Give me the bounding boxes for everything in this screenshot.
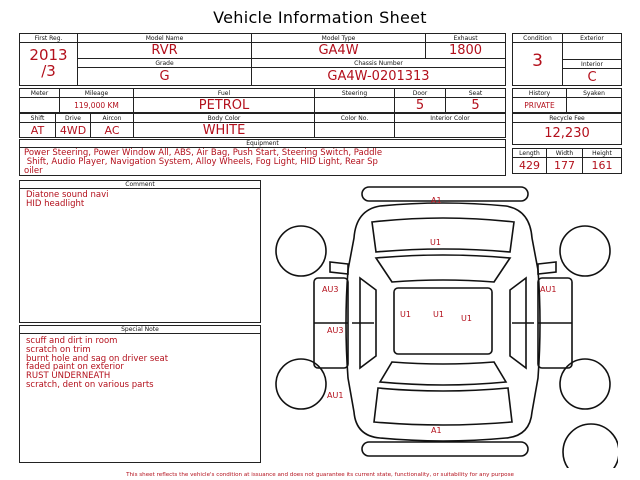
meter-cell xyxy=(19,88,60,113)
recycle-fee-value: 12,230 xyxy=(544,126,590,141)
mileage-label: Mileage xyxy=(60,89,133,98)
condition-cell xyxy=(512,33,563,86)
condition-label: Condition xyxy=(513,34,562,43)
fuel-value: PETROL xyxy=(198,98,250,112)
comment-line: Diatone sound navi xyxy=(26,190,109,200)
door-cell xyxy=(394,88,446,113)
door-value: 5 xyxy=(415,98,425,112)
fuel-cell xyxy=(133,88,315,113)
equipment-line: oiler xyxy=(24,165,43,176)
damage-mark: AU3 xyxy=(322,285,339,294)
exhaust-label: Exhaust xyxy=(426,34,505,43)
length-label: Length xyxy=(513,149,546,158)
shift-value: AT xyxy=(30,123,45,137)
width-label: Width xyxy=(547,149,582,158)
wheel-front-left xyxy=(276,226,326,276)
body-color-cell xyxy=(133,113,315,138)
seat-label: Seat xyxy=(446,89,505,98)
exterior-cell xyxy=(562,33,622,60)
car-damage-diagram xyxy=(268,178,618,468)
special-note-line: scuff and dirt in room xyxy=(26,336,118,346)
damage-mark: AU3 xyxy=(327,326,344,335)
windshield-shape xyxy=(376,255,510,282)
interior-value: C xyxy=(587,69,597,85)
grade-label: Grade xyxy=(78,59,251,68)
shift-cell xyxy=(19,113,56,138)
interior-cell xyxy=(562,59,622,86)
body-color-value: WHITE xyxy=(202,123,246,137)
special-note-list xyxy=(26,337,168,390)
equipment-line: Power Steering, Power Window All, ABS, Air Bag, Push Start, Steering Switch, Paddle xyxy=(24,148,383,158)
special-note-line: burnt hole and sag on driver seat xyxy=(26,353,169,364)
first-reg-value: 2013 /3 xyxy=(29,47,68,79)
height-value: 161 xyxy=(591,159,613,172)
wheel-rear-left xyxy=(276,359,326,409)
syaken-label: Syaken xyxy=(567,89,621,98)
exterior-label: Exterior xyxy=(563,34,621,43)
recycle-fee-label: Recycle Fee xyxy=(513,114,621,123)
grade-value: G xyxy=(159,69,170,84)
wheel-front-right xyxy=(560,226,610,276)
damage-mark: U1 xyxy=(430,238,441,247)
length-value: 429 xyxy=(519,159,540,172)
interior-color-value xyxy=(395,123,505,137)
mileage-cell xyxy=(59,88,134,113)
aircon-label: Aircon xyxy=(91,114,133,123)
fuel-label: Fuel xyxy=(134,89,314,98)
comment-list xyxy=(26,191,108,209)
recycle-fee-cell xyxy=(512,113,622,145)
color-no-label: Color No. xyxy=(315,114,394,123)
color-no-value xyxy=(315,123,394,137)
syaken-value xyxy=(567,98,621,112)
seat-cell xyxy=(445,88,506,113)
roof-shape xyxy=(394,288,492,354)
equipment-label: Equipment xyxy=(20,140,505,148)
exhaust-value: 1800 xyxy=(448,43,483,58)
steering-cell xyxy=(314,88,395,113)
history-value: PRIVATE xyxy=(524,100,555,110)
history-cell xyxy=(512,88,567,113)
condition-value: 3 xyxy=(532,51,543,71)
mileage-value: 119,000 KM xyxy=(74,100,119,110)
left-mirror xyxy=(330,262,348,274)
width-value: 177 xyxy=(554,159,575,172)
grade-cell xyxy=(77,58,252,86)
body-color-label: Body Color xyxy=(134,114,314,123)
drive-value: 4WD xyxy=(59,123,87,137)
damage-mark: U1 xyxy=(400,310,411,319)
special-note-panel xyxy=(19,325,261,463)
seat-value: 5 xyxy=(471,98,480,112)
front-bumper-shape xyxy=(362,187,528,201)
length-cell xyxy=(512,148,547,174)
special-note-line: scratch on trim xyxy=(26,344,91,355)
damage-mark: U1 xyxy=(433,310,444,319)
tailgate-shape xyxy=(374,388,512,425)
rear-window-shape xyxy=(380,362,506,385)
color-no-cell xyxy=(314,113,395,138)
interior-color-label: Interior Color xyxy=(395,114,505,123)
special-note-line: RUST UNDERNEATH xyxy=(26,371,111,382)
height-cell xyxy=(582,148,622,174)
exterior-value xyxy=(563,43,621,59)
damage-mark: A1 xyxy=(431,426,442,435)
drive-cell xyxy=(55,113,91,138)
model-name-cell xyxy=(77,33,252,59)
syaken-cell xyxy=(566,88,622,113)
meter-value xyxy=(20,98,59,112)
model-type-cell xyxy=(251,33,426,59)
model-type-value: GA4W xyxy=(318,43,359,58)
aircon-cell xyxy=(90,113,134,138)
equipment-cell xyxy=(19,139,506,176)
car-body-outline xyxy=(346,203,540,441)
steering-label: Steering xyxy=(315,89,394,98)
damage-mark: AU1 xyxy=(540,285,557,294)
model-name-value: RVR xyxy=(151,43,178,58)
first-reg-cell xyxy=(19,33,78,86)
special-note-line: scratch, dent on various parts xyxy=(26,379,154,390)
shift-label: Shift xyxy=(20,114,55,123)
special-note-label: Special Note xyxy=(20,326,260,334)
chassis-value: GA4W-0201313 xyxy=(327,69,430,84)
disclaimer-text: This sheet reflects the vehicle's condition at issuance and does not guarantee its current state, functionality, or suitability for any purpose xyxy=(126,472,514,478)
chassis-cell xyxy=(251,58,506,86)
wheel-rear-right xyxy=(560,359,610,409)
sheet-title: Vehicle Information Sheet xyxy=(213,8,427,27)
aircon-value: AC xyxy=(104,123,120,137)
width-cell xyxy=(546,148,583,174)
equipment-line: Shift, Audio Player, Navigation System, Alloy Wheels, Fog Light, HID Light, Rear Sp xyxy=(24,156,378,167)
interior-label: Interior xyxy=(563,60,621,69)
comment-panel xyxy=(19,180,261,323)
comment-line: HID headlight xyxy=(26,198,85,209)
hood-shape xyxy=(372,218,514,252)
damage-mark: U1 xyxy=(461,314,472,323)
rear-bumper-shape xyxy=(362,442,528,456)
damage-mark: A1 xyxy=(431,196,442,205)
interior-color-cell xyxy=(394,113,506,138)
equipment-list xyxy=(24,149,503,175)
steering-value xyxy=(315,98,394,112)
history-label: History xyxy=(513,89,566,98)
door-label: Door xyxy=(395,89,445,98)
height-label: Height xyxy=(583,149,621,158)
model-type-label: Model Type xyxy=(252,34,425,43)
comment-label: Comment xyxy=(20,181,260,189)
damage-mark: AU1 xyxy=(327,391,344,400)
spare-tire xyxy=(563,424,618,468)
chassis-label: Chassis Number xyxy=(252,59,505,68)
drive-label: Drive xyxy=(56,114,90,123)
meter-label: Meter xyxy=(20,89,59,98)
model-name-label: Model Name xyxy=(78,34,251,43)
right-mirror xyxy=(538,262,556,274)
first-reg-label: First Reg. xyxy=(20,34,77,43)
special-note-line: faded paint on exterior xyxy=(26,362,124,373)
exhaust-cell xyxy=(425,33,506,59)
